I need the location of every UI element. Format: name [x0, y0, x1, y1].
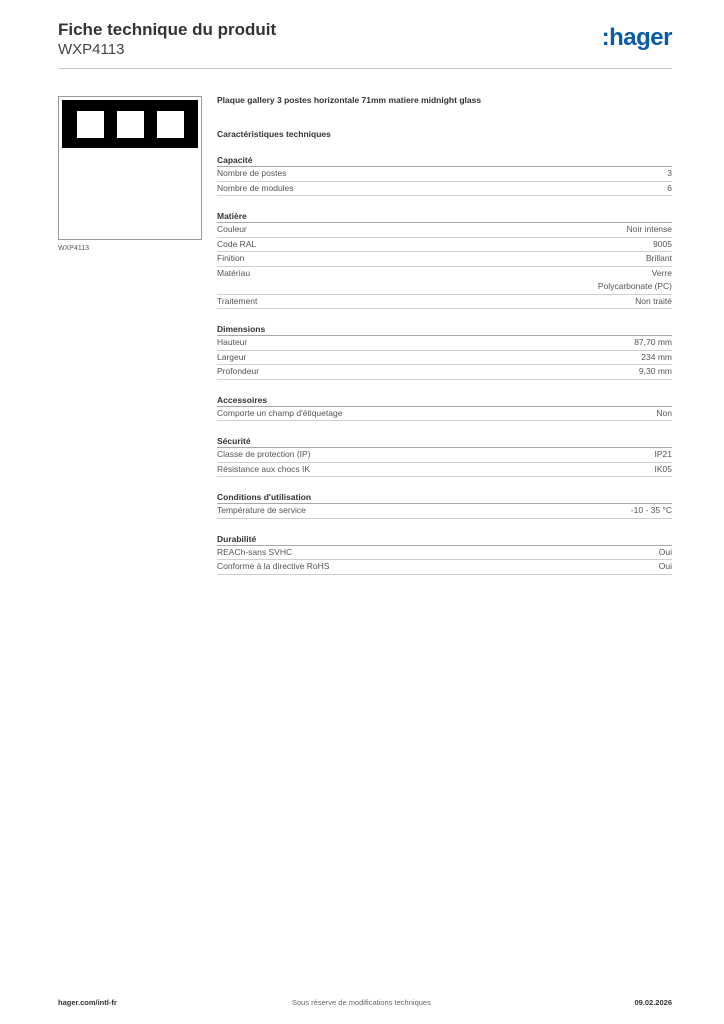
plate-window-2	[117, 111, 144, 138]
spec-row	[217, 295, 672, 310]
spec-label: Conforme à la directive RoHS	[217, 561, 330, 571]
spec-label: Profondeur	[217, 366, 260, 376]
spec-value: Non traité	[635, 295, 672, 306]
footer-date: 09.02.2026	[634, 998, 672, 1007]
spec-group-title: Conditions d'utilisation	[217, 491, 672, 504]
spec-label: REACh-sans SVHC	[217, 546, 293, 557]
spec-group	[217, 323, 672, 380]
specifications-panel	[217, 94, 672, 575]
spec-value: Oui	[658, 561, 672, 571]
spec-group	[217, 210, 672, 309]
plate-window-1	[77, 111, 104, 138]
hager-logo: :hager	[601, 24, 672, 51]
spec-value: IP21	[654, 449, 672, 459]
spec-group-title: Matière	[217, 210, 672, 223]
spec-group-title: Sécurité	[217, 435, 672, 448]
spec-value: 87,70 mm	[634, 337, 672, 347]
spec-group-title: Accessoires	[217, 394, 672, 407]
spec-row	[217, 407, 672, 422]
spec-label: Code RAL	[217, 238, 257, 249]
page-footer	[58, 998, 672, 1010]
spec-row	[217, 463, 672, 478]
image-caption: WXP4113	[58, 245, 89, 252]
spec-label: Hauteur	[217, 337, 248, 347]
spec-group-title: Durabilité	[217, 533, 672, 546]
page-header	[58, 20, 672, 70]
spec-groups	[217, 154, 672, 575]
spec-row	[217, 223, 672, 238]
spec-value-line: Verre	[651, 267, 672, 278]
spec-row	[217, 504, 672, 519]
spec-row	[217, 351, 672, 366]
spec-value: Noir intense	[626, 224, 672, 234]
spec-row	[217, 560, 672, 575]
spec-label: Classe de protection (IP)	[217, 449, 311, 459]
spec-value: 9005	[653, 238, 672, 249]
spec-label: Résistance aux chocs IK	[217, 463, 311, 474]
footer-website: hager.com/intl-fr	[58, 998, 117, 1007]
spec-row	[217, 182, 672, 197]
spec-group	[217, 154, 672, 196]
spec-row	[217, 448, 672, 463]
spec-value: Oui	[658, 546, 672, 557]
product-image	[58, 96, 202, 240]
spec-group-title: Dimensions	[217, 323, 672, 336]
spec-row	[217, 365, 672, 380]
product-description: Plaque gallery 3 postes horizontale 71mm matiere midnight glass	[217, 95, 482, 105]
spec-row	[217, 252, 672, 267]
spec-label: Matériau	[217, 267, 251, 278]
spec-row	[217, 167, 672, 182]
spec-label: Finition	[217, 253, 245, 263]
spec-label: Nombre de modules	[217, 182, 294, 193]
spec-row	[217, 267, 672, 295]
spec-label: Traitement	[217, 295, 258, 306]
spec-group-title: Capacité	[217, 154, 672, 167]
spec-value	[598, 267, 672, 294]
spec-row	[217, 546, 672, 561]
spec-value: 3	[667, 168, 672, 178]
plate-window-3	[157, 111, 184, 138]
spec-group	[217, 491, 672, 519]
spec-value-line: Polycarbonate (PC)	[597, 281, 672, 291]
spec-group	[217, 533, 672, 575]
spec-value: -10 - 35 °C	[630, 505, 672, 515]
spec-value: 6	[667, 182, 672, 193]
section-title: Caractéristiques techniques	[217, 129, 331, 139]
spec-row	[217, 238, 672, 253]
spec-label: Largeur	[217, 351, 247, 362]
footer-notice: Sous réserve de modifications techniques	[292, 998, 431, 1007]
spec-value: IK05	[654, 463, 672, 474]
spec-value: Non	[656, 407, 672, 418]
spec-value: 9,30 mm	[638, 366, 672, 376]
product-reference: WXP4113	[58, 41, 125, 58]
document-title: Fiche technique du produit	[58, 20, 277, 39]
spec-label: Nombre de postes	[217, 168, 287, 178]
spec-label: Comporte un champ d'étiquetage	[217, 407, 343, 418]
spec-label: Température de service	[217, 505, 306, 515]
header-divider	[58, 68, 672, 69]
spec-value: Brillant	[646, 253, 672, 263]
plate-illustration	[62, 100, 198, 148]
spec-row	[217, 336, 672, 351]
spec-group	[217, 394, 672, 422]
spec-label: Couleur	[217, 224, 247, 234]
spec-value: 234 mm	[641, 351, 672, 362]
spec-group	[217, 435, 672, 477]
